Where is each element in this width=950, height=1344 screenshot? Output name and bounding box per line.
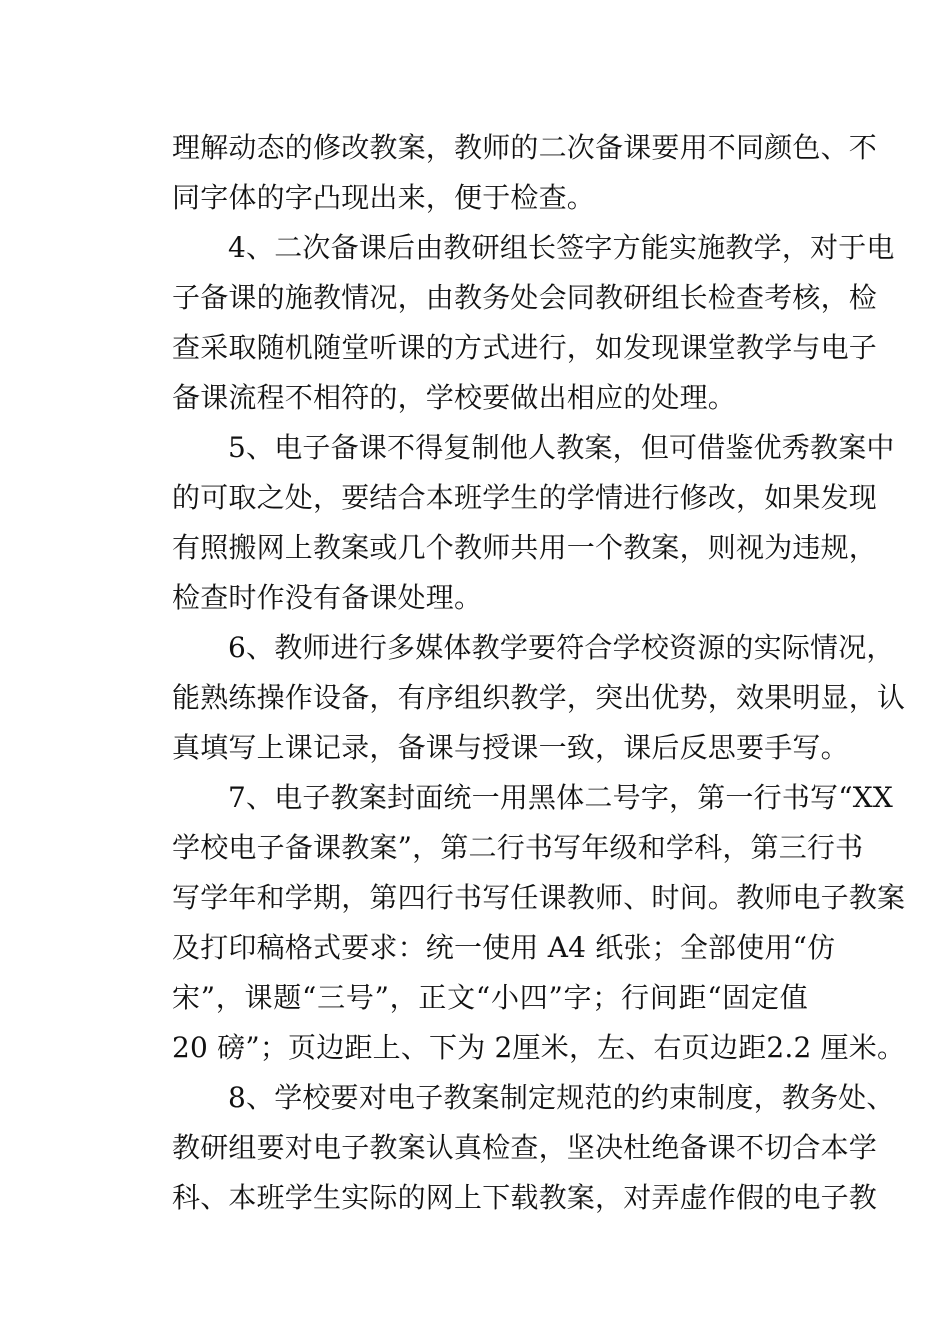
text-line: 6、教师进行多媒体教学要符合学校资源的实际情况， bbox=[228, 631, 895, 664]
text-line: 5、电子备课不得复制他人教案，但可借鉴优秀教案中 bbox=[228, 431, 895, 464]
text-line: 查采取随机随堂听课的方式进行，如发现课堂教学与电子 bbox=[172, 331, 878, 364]
text-line: 写学年和学期，第四行书写任课教师、时间。教师电子教案 bbox=[172, 881, 906, 914]
text-line: 检查时作没有备课处理。 bbox=[172, 581, 483, 614]
text-line: 备课流程不相符的，学校要做出相应的处理。 bbox=[172, 381, 737, 414]
text-line: 子备课的施教情况，由教务处会同教研组长检查考核，检 bbox=[172, 281, 878, 314]
text-line: 有照搬网上教案或几个教师共用一个教案，则视为违规， bbox=[172, 531, 878, 564]
text-line: 的可取之处，要结合本班学生的学情进行修改，如果发现 bbox=[172, 481, 878, 514]
text-line: 理解动态的修改教案，教师的二次备课要用不同颜色、不 bbox=[172, 131, 878, 164]
text-line: 科、本班学生实际的网上下载教案，对弄虚作假的电子教 bbox=[172, 1181, 878, 1214]
text-line: 能熟练操作设备，有序组织教学，突出优势，效果明显，认 bbox=[172, 681, 906, 714]
text-line: 及打印稿格式要求：统一使用 A4 纸张；全部使用“仿 bbox=[172, 931, 836, 964]
text-line: 教研组要对电子教案认真检查，坚决杜绝备课不切合本学 bbox=[172, 1131, 878, 1164]
text-line: 20 磅”；页边距上、下为 2厘米，左、右页边距2.2 厘米。 bbox=[172, 1031, 906, 1064]
text-line: 4、二次备课后由教研组长签字方能实施教学，对于电 bbox=[228, 231, 895, 264]
text-line: 真填写上课记录，备课与授课一致，课后反思要手写。 bbox=[172, 731, 849, 764]
text-line: 7、电子教案封面统一用黑体二号字，第一行书写“XX bbox=[228, 781, 893, 814]
text-line: 学校电子备课教案”，第二行书写年级和学科，第三行书 bbox=[172, 831, 864, 864]
text-line: 宋”，课题“三号”，正文“小四”字；行间距“固定值 bbox=[172, 981, 808, 1014]
text-line: 同字体的字凸现出来，便于检查。 bbox=[172, 181, 596, 214]
text-line: 8、学校要对电子教案制定规范的约束制度，教务处、 bbox=[228, 1081, 895, 1114]
